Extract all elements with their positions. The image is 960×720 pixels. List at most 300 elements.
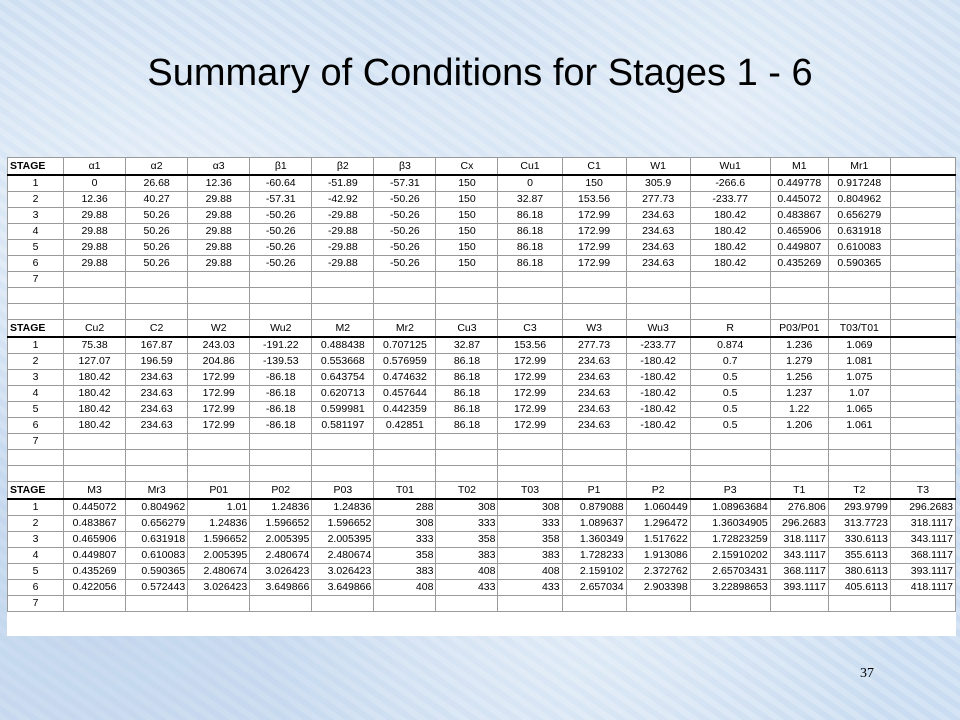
table-cell: -29.88 bbox=[312, 224, 374, 240]
table-cell: 153.56 bbox=[562, 192, 626, 208]
table-cell: 150 bbox=[436, 208, 498, 224]
table-cell: 172.99 bbox=[498, 354, 562, 370]
empty-cell bbox=[126, 288, 188, 304]
table-cell bbox=[626, 434, 690, 450]
table-cell: 150 bbox=[562, 175, 626, 192]
page-number: 37 bbox=[860, 666, 874, 681]
table-row bbox=[8, 192, 956, 208]
column-header: C3 bbox=[498, 320, 562, 338]
empty-cell bbox=[126, 304, 188, 320]
table-cell: 180.42 bbox=[690, 208, 770, 224]
table-cell: 333 bbox=[498, 516, 562, 532]
table-cell: 358 bbox=[498, 532, 562, 548]
table-cell: 0.804962 bbox=[126, 499, 188, 516]
empty-cell bbox=[890, 192, 955, 208]
stage-number: 6 bbox=[8, 418, 64, 434]
stage-number: 2 bbox=[8, 354, 64, 370]
table-row bbox=[8, 499, 956, 516]
stage-header: STAGE bbox=[8, 158, 64, 176]
stage-number: 6 bbox=[8, 256, 64, 272]
table-cell: 172.99 bbox=[188, 418, 250, 434]
table-cell: 393.1117 bbox=[890, 564, 955, 580]
table-cell bbox=[562, 434, 626, 450]
table-cell: -266.6 bbox=[690, 175, 770, 192]
empty-cell bbox=[312, 466, 374, 482]
column-header: W1 bbox=[626, 158, 690, 176]
table-cell: 86.18 bbox=[498, 240, 562, 256]
table-cell: 308 bbox=[498, 499, 562, 516]
empty-cell bbox=[770, 466, 828, 482]
table-cell bbox=[690, 434, 770, 450]
empty-cell bbox=[64, 288, 126, 304]
empty-cell bbox=[436, 288, 498, 304]
column-header: W2 bbox=[188, 320, 250, 338]
table-cell: 150 bbox=[436, 175, 498, 192]
table-cell: 1.596652 bbox=[250, 516, 312, 532]
empty-cell bbox=[250, 466, 312, 482]
table-cell: -180.42 bbox=[626, 354, 690, 370]
column-header: T02 bbox=[436, 482, 498, 500]
table-cell: 0.917248 bbox=[828, 175, 890, 192]
table-cell: 2.159102 bbox=[562, 564, 626, 580]
table-cell: 0.5 bbox=[690, 370, 770, 386]
empty-cell bbox=[890, 354, 955, 370]
table-cell: -86.18 bbox=[250, 370, 312, 386]
table-cell: 0.449778 bbox=[770, 175, 828, 192]
empty-cell bbox=[890, 402, 955, 418]
empty-cell bbox=[374, 288, 436, 304]
empty-cell bbox=[770, 288, 828, 304]
empty-cell bbox=[828, 466, 890, 482]
empty-cell bbox=[250, 450, 312, 466]
empty-cell bbox=[8, 450, 64, 466]
table-cell: 3.026423 bbox=[188, 580, 250, 596]
table-cell: 355.6113 bbox=[828, 548, 890, 564]
table-cell: 288 bbox=[374, 499, 436, 516]
empty-cell bbox=[890, 434, 955, 450]
empty-cell bbox=[690, 466, 770, 482]
table-row bbox=[8, 386, 956, 402]
table-cell: 50.26 bbox=[126, 224, 188, 240]
table-cell: 0.707125 bbox=[374, 337, 436, 354]
table-cell: 2.005395 bbox=[188, 548, 250, 564]
stage-number: 4 bbox=[8, 386, 64, 402]
table-cell: 1.517622 bbox=[626, 532, 690, 548]
table-cell: 0.465906 bbox=[64, 532, 126, 548]
table-cell: 153.56 bbox=[498, 337, 562, 354]
table-cell: -86.18 bbox=[250, 386, 312, 402]
table-cell: 234.63 bbox=[126, 418, 188, 434]
table-cell: 0.631918 bbox=[126, 532, 188, 548]
table-cell: 343.1117 bbox=[890, 532, 955, 548]
column-header: M3 bbox=[64, 482, 126, 500]
table-cell: -57.31 bbox=[250, 192, 312, 208]
table-cell: 368.1117 bbox=[770, 564, 828, 580]
table-cell: 234.63 bbox=[562, 418, 626, 434]
table-cell: 29.88 bbox=[64, 240, 126, 256]
empty-cell bbox=[770, 304, 828, 320]
empty-cell bbox=[890, 224, 955, 240]
table-cell: -57.31 bbox=[374, 175, 436, 192]
table-cell: 0.610083 bbox=[828, 240, 890, 256]
table-cell: 2.15910202 bbox=[690, 548, 770, 564]
table-cell: 196.59 bbox=[126, 354, 188, 370]
table-cell bbox=[188, 596, 250, 612]
column-header: P03 bbox=[312, 482, 374, 500]
table-cell: 234.63 bbox=[562, 386, 626, 402]
empty-cell bbox=[626, 304, 690, 320]
table-cell: 0.631918 bbox=[828, 224, 890, 240]
table-cell bbox=[312, 272, 374, 288]
table-cell: 234.63 bbox=[126, 370, 188, 386]
table-cell: 50.26 bbox=[126, 240, 188, 256]
table-cell: 150 bbox=[436, 240, 498, 256]
column-header: P03/P01 bbox=[770, 320, 828, 338]
table-cell: 1.069 bbox=[828, 337, 890, 354]
table-cell: 234.63 bbox=[126, 386, 188, 402]
table-row bbox=[8, 532, 956, 548]
column-header: T03 bbox=[498, 482, 562, 500]
empty-cell bbox=[312, 304, 374, 320]
conditions-table bbox=[7, 157, 956, 612]
table-cell: 1.08963684 bbox=[690, 499, 770, 516]
table-cell: 277.73 bbox=[562, 337, 626, 354]
table-row bbox=[8, 175, 956, 192]
table-cell: 383 bbox=[374, 564, 436, 580]
table-cell: -180.42 bbox=[626, 370, 690, 386]
table-cell: 86.18 bbox=[498, 224, 562, 240]
table-cell: 0.483867 bbox=[770, 208, 828, 224]
table-cell: 86.18 bbox=[436, 386, 498, 402]
table-cell: 1.089637 bbox=[562, 516, 626, 532]
table-cell: -29.88 bbox=[312, 208, 374, 224]
empty-cell bbox=[770, 450, 828, 466]
table-cell: 180.42 bbox=[64, 370, 126, 386]
table-cell: -51.89 bbox=[312, 175, 374, 192]
table-cell: 1.22 bbox=[770, 402, 828, 418]
column-header: Cx bbox=[436, 158, 498, 176]
stage-number: 5 bbox=[8, 564, 64, 580]
column-header: Cu1 bbox=[498, 158, 562, 176]
table-cell: 383 bbox=[436, 548, 498, 564]
table-cell: 1.236 bbox=[770, 337, 828, 354]
empty-cell bbox=[374, 450, 436, 466]
table-cell: -29.88 bbox=[312, 240, 374, 256]
table-cell: -29.88 bbox=[312, 256, 374, 272]
blank-row bbox=[8, 288, 956, 304]
table-cell: 12.36 bbox=[188, 175, 250, 192]
table-cell: 0.590365 bbox=[828, 256, 890, 272]
table-cell: 29.88 bbox=[188, 208, 250, 224]
empty-cell bbox=[890, 320, 955, 338]
table-cell: 0.576959 bbox=[374, 354, 436, 370]
table-cell: 308 bbox=[374, 516, 436, 532]
table-cell bbox=[126, 596, 188, 612]
empty-cell bbox=[828, 288, 890, 304]
table-cell: 1.065 bbox=[828, 402, 890, 418]
table-cell: 0.445072 bbox=[770, 192, 828, 208]
table-cell: 172.99 bbox=[188, 370, 250, 386]
empty-cell bbox=[890, 158, 955, 176]
table-cell: 150 bbox=[436, 192, 498, 208]
empty-cell bbox=[690, 304, 770, 320]
column-header: T03/T01 bbox=[828, 320, 890, 338]
table-row bbox=[8, 596, 956, 612]
table-cell: 180.42 bbox=[690, 240, 770, 256]
table-cell: 0.553668 bbox=[312, 354, 374, 370]
stage-number: 1 bbox=[8, 499, 64, 516]
table-cell: -50.26 bbox=[374, 240, 436, 256]
table-cell: 172.99 bbox=[188, 402, 250, 418]
table-cell: 0 bbox=[64, 175, 126, 192]
table-cell: -50.26 bbox=[250, 240, 312, 256]
table-row bbox=[8, 272, 956, 288]
table-cell: 40.27 bbox=[126, 192, 188, 208]
empty-cell bbox=[126, 466, 188, 482]
table-cell: 2.903398 bbox=[626, 580, 690, 596]
stage-number: 3 bbox=[8, 532, 64, 548]
table-cell: 0.581197 bbox=[312, 418, 374, 434]
table-cell: 0.435269 bbox=[770, 256, 828, 272]
table-cell: 234.63 bbox=[562, 402, 626, 418]
table-cell: 50.26 bbox=[126, 208, 188, 224]
column-header: P2 bbox=[626, 482, 690, 500]
column-header: T1 bbox=[770, 482, 828, 500]
table-cell: 305.9 bbox=[626, 175, 690, 192]
table-cell: 408 bbox=[498, 564, 562, 580]
table-row bbox=[8, 208, 956, 224]
table-cell: 358 bbox=[374, 548, 436, 564]
column-header: α2 bbox=[126, 158, 188, 176]
table-cell: -50.26 bbox=[250, 256, 312, 272]
table-cell bbox=[64, 596, 126, 612]
table-cell: 2.480674 bbox=[250, 548, 312, 564]
stage-number: 1 bbox=[8, 175, 64, 192]
table-cell bbox=[828, 596, 890, 612]
table-cell: -60.64 bbox=[250, 175, 312, 192]
table-cell: 86.18 bbox=[498, 208, 562, 224]
table-cell: 3.026423 bbox=[250, 564, 312, 580]
table-cell bbox=[498, 434, 562, 450]
table-cell: 1.060449 bbox=[626, 499, 690, 516]
empty-cell bbox=[828, 450, 890, 466]
column-header: β3 bbox=[374, 158, 436, 176]
column-header: Cu3 bbox=[436, 320, 498, 338]
table-cell: 32.87 bbox=[498, 192, 562, 208]
table-cell: 29.88 bbox=[188, 192, 250, 208]
table-cell: -42.92 bbox=[312, 192, 374, 208]
empty-cell bbox=[890, 450, 955, 466]
blank-row bbox=[8, 450, 956, 466]
table-cell: 0.465906 bbox=[770, 224, 828, 240]
table-cell: 1.596652 bbox=[188, 532, 250, 548]
spreadsheet bbox=[7, 157, 956, 636]
table-cell bbox=[770, 272, 828, 288]
table-cell: 0.449807 bbox=[770, 240, 828, 256]
empty-cell bbox=[188, 450, 250, 466]
empty-cell bbox=[498, 288, 562, 304]
table-cell: 29.88 bbox=[64, 256, 126, 272]
empty-cell bbox=[890, 256, 955, 272]
table-cell bbox=[436, 596, 498, 612]
table-cell: 86.18 bbox=[436, 354, 498, 370]
table-cell: 26.68 bbox=[126, 175, 188, 192]
table-row bbox=[8, 224, 956, 240]
stage-number: 3 bbox=[8, 370, 64, 386]
table-cell: 318.1117 bbox=[770, 532, 828, 548]
table-cell: 333 bbox=[374, 532, 436, 548]
table-cell: 0.422056 bbox=[64, 580, 126, 596]
table-cell: 180.42 bbox=[64, 418, 126, 434]
table-cell: 405.6113 bbox=[828, 580, 890, 596]
table-cell bbox=[374, 272, 436, 288]
table-cell: 150 bbox=[436, 256, 498, 272]
column-header: Wu2 bbox=[250, 320, 312, 338]
table-row bbox=[8, 354, 956, 370]
table-cell: 1.296472 bbox=[626, 516, 690, 532]
blank-row bbox=[8, 466, 956, 482]
table-cell: 3.22898653 bbox=[690, 580, 770, 596]
table-cell: 1.36034905 bbox=[690, 516, 770, 532]
table-cell bbox=[626, 272, 690, 288]
table-cell: 172.99 bbox=[562, 224, 626, 240]
table-cell: 1.237 bbox=[770, 386, 828, 402]
table-cell: 433 bbox=[498, 580, 562, 596]
table-cell: -233.77 bbox=[690, 192, 770, 208]
table-cell: 1.01 bbox=[188, 499, 250, 516]
blank-row bbox=[8, 304, 956, 320]
table-cell: 296.2683 bbox=[770, 516, 828, 532]
table-cell: 172.99 bbox=[498, 370, 562, 386]
empty-cell bbox=[890, 240, 955, 256]
empty-cell bbox=[562, 288, 626, 304]
table-row bbox=[8, 580, 956, 596]
column-header: P1 bbox=[562, 482, 626, 500]
table-cell: 1.075 bbox=[828, 370, 890, 386]
table-cell: 86.18 bbox=[498, 256, 562, 272]
empty-cell bbox=[626, 450, 690, 466]
table-cell bbox=[64, 272, 126, 288]
table-cell: 1.07 bbox=[828, 386, 890, 402]
table-cell bbox=[436, 434, 498, 450]
column-header: C2 bbox=[126, 320, 188, 338]
table-cell bbox=[312, 434, 374, 450]
empty-cell bbox=[8, 304, 64, 320]
empty-cell bbox=[498, 450, 562, 466]
table-cell: 1.24836 bbox=[250, 499, 312, 516]
table-cell: 0 bbox=[498, 175, 562, 192]
table-row bbox=[8, 434, 956, 450]
column-header: Mr3 bbox=[126, 482, 188, 500]
table-cell: 277.73 bbox=[626, 192, 690, 208]
table-cell: -191.22 bbox=[250, 337, 312, 354]
column-header: β2 bbox=[312, 158, 374, 176]
empty-cell bbox=[374, 466, 436, 482]
table-cell: 318.1117 bbox=[890, 516, 955, 532]
stage-number: 1 bbox=[8, 337, 64, 354]
table-cell: 180.42 bbox=[64, 402, 126, 418]
table-cell: 1.596652 bbox=[312, 516, 374, 532]
table-cell: 50.26 bbox=[126, 256, 188, 272]
empty-cell bbox=[890, 466, 955, 482]
empty-cell bbox=[890, 370, 955, 386]
table-cell bbox=[770, 434, 828, 450]
table-row bbox=[8, 240, 956, 256]
table-cell: -180.42 bbox=[626, 418, 690, 434]
table-cell: 0.449807 bbox=[64, 548, 126, 564]
empty-cell bbox=[8, 466, 64, 482]
empty-cell bbox=[890, 304, 955, 320]
stage-number: 6 bbox=[8, 580, 64, 596]
table-cell bbox=[436, 272, 498, 288]
empty-cell bbox=[436, 466, 498, 482]
table-cell: 418.1117 bbox=[890, 580, 955, 596]
table-cell: 0.474632 bbox=[374, 370, 436, 386]
table-cell: 408 bbox=[436, 564, 498, 580]
table-cell bbox=[828, 272, 890, 288]
table-cell: 86.18 bbox=[436, 402, 498, 418]
table-cell: 358 bbox=[436, 532, 498, 548]
table-cell: 3.649866 bbox=[312, 580, 374, 596]
table-cell bbox=[126, 434, 188, 450]
table-cell bbox=[64, 434, 126, 450]
table-cell: 150 bbox=[436, 224, 498, 240]
table-cell: 0.610083 bbox=[126, 548, 188, 564]
table-cell bbox=[126, 272, 188, 288]
table-cell: 408 bbox=[374, 580, 436, 596]
table-cell: 0.656279 bbox=[828, 208, 890, 224]
table-cell: 333 bbox=[436, 516, 498, 532]
table-cell: 0.488438 bbox=[312, 337, 374, 354]
table-cell: 172.99 bbox=[188, 386, 250, 402]
table-cell bbox=[562, 596, 626, 612]
table-row bbox=[8, 256, 956, 272]
empty-cell bbox=[250, 288, 312, 304]
empty-cell bbox=[498, 304, 562, 320]
table-cell: 127.07 bbox=[64, 354, 126, 370]
table-cell: 1.081 bbox=[828, 354, 890, 370]
table-cell: 293.9799 bbox=[828, 499, 890, 516]
table-cell: 234.63 bbox=[562, 354, 626, 370]
table-cell bbox=[374, 596, 436, 612]
empty-cell bbox=[890, 337, 955, 354]
table-cell bbox=[770, 596, 828, 612]
table-row bbox=[8, 337, 956, 354]
column-header: P01 bbox=[188, 482, 250, 500]
empty-cell bbox=[690, 450, 770, 466]
table-cell: 234.63 bbox=[626, 256, 690, 272]
empty-cell bbox=[436, 450, 498, 466]
table-cell: 86.18 bbox=[436, 418, 498, 434]
table-cell: 393.1117 bbox=[770, 580, 828, 596]
table-cell: 1.061 bbox=[828, 418, 890, 434]
table-cell: 313.7723 bbox=[828, 516, 890, 532]
table-cell: 29.88 bbox=[188, 240, 250, 256]
empty-cell bbox=[64, 466, 126, 482]
table-cell: -180.42 bbox=[626, 402, 690, 418]
table-cell: 234.63 bbox=[126, 402, 188, 418]
table-cell: 29.88 bbox=[188, 224, 250, 240]
column-header: Mr2 bbox=[374, 320, 436, 338]
column-header: T3 bbox=[890, 482, 955, 500]
table-cell bbox=[890, 596, 955, 612]
table-cell: -139.53 bbox=[250, 354, 312, 370]
table-cell: -50.26 bbox=[374, 256, 436, 272]
empty-cell bbox=[626, 466, 690, 482]
table-cell bbox=[374, 434, 436, 450]
table-cell: -50.26 bbox=[374, 192, 436, 208]
table-cell: 433 bbox=[436, 580, 498, 596]
